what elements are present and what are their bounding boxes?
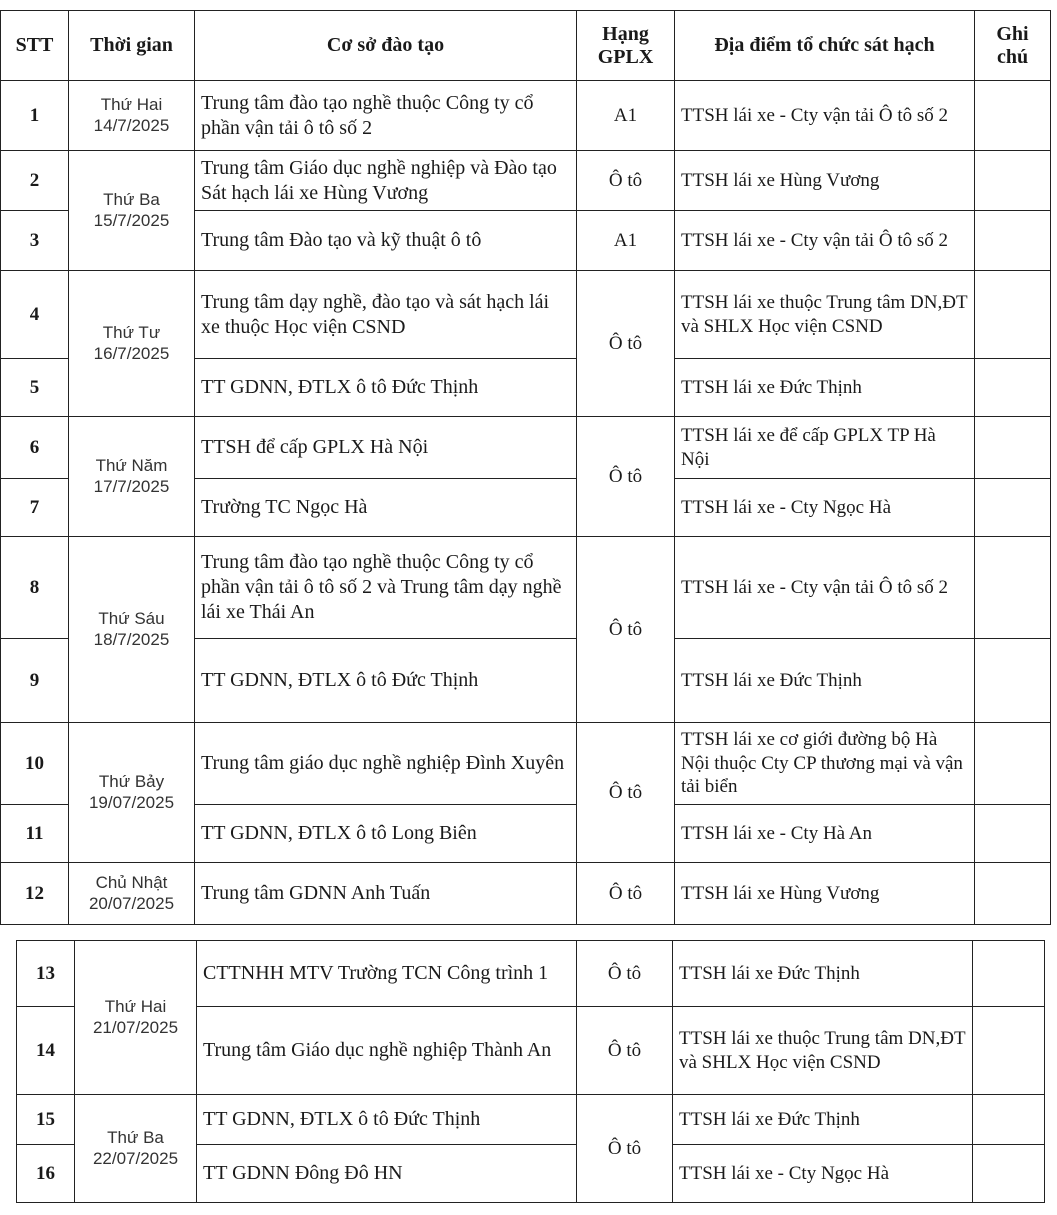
note-cell [975,359,1051,417]
note-cell [975,479,1051,537]
school-cell: Trung tâm Giáo dục nghề nghiệp Thành An [197,1007,577,1095]
time-cell [69,537,195,723]
note-cell [975,211,1051,271]
day-label: Thứ Ba [107,1128,164,1148]
stt-cell: 5 [1,359,69,417]
stt-cell: 10 [1,723,69,805]
location-cell: TTSH lái xe Đức Thịnh [675,359,975,417]
note-cell [973,1145,1045,1203]
header-school: Cơ sở đào tạo [195,11,577,81]
rank-cell: Ô tô [577,723,675,863]
note-cell [975,81,1051,151]
day-label: Thứ Bảy [98,772,165,792]
header-row [1,11,1051,81]
location-cell: TTSH lái xe - Cty vận tải Ô tô số 2 [675,211,975,271]
stt-cell: 15 [17,1095,75,1145]
stt-cell: 7 [1,479,69,537]
school-cell: Trung tâm đào tạo nghề thuộc Công ty cổ phần vận tải ô tô số 2 và Trung tâm dạy nghề lái xe Thái An [195,537,577,639]
note-cell [973,941,1045,1007]
time-cell [75,941,197,1095]
note-cell [973,1007,1045,1095]
date-label: 20/07/2025 [88,893,175,913]
school-cell: Trung tâm Đào tạo và kỹ thuật ô tô [195,211,577,271]
rank-cell: Ô tô [577,1007,673,1095]
header-time: Thời gian [69,11,195,81]
school-cell: Trường TC Ngọc Hà [195,479,577,537]
school-cell: TT GDNN, ĐTLX ô tô Đức Thịnh [195,359,577,417]
schedule-table-continued [16,940,1045,1203]
rank-cell: Ô tô [577,271,675,417]
location-cell: TTSH lái xe Hùng Vương [675,863,975,925]
school-cell: TTSH để cấp GPLX Hà Nội [195,417,577,479]
header-rank: Hạng GPLX [577,11,675,81]
location-cell: TTSH lái xe - Cty Ngọc Hà [675,479,975,537]
day-label: Thứ Hai [104,997,167,1017]
stt-cell: 1 [1,81,69,151]
time-cell [69,81,195,151]
location-cell: TTSH lái xe để cấp GPLX TP Hà Nội [675,417,975,479]
day-label: Thứ Ba [103,190,160,210]
date-label: 14/7/2025 [93,115,170,135]
school-cell: Trung tâm Giáo dục nghề nghiệp và Đào tạo Sát hạch lái xe Hùng Vương [195,151,577,211]
rank-cell: Ô tô [577,417,675,537]
table-row [1,271,1051,359]
schedule-table [0,10,1051,925]
rank-cell: A1 [577,81,675,151]
header-note: Ghi chú [975,11,1051,81]
table-row [1,723,1051,805]
time-cell [69,271,195,417]
table-row [1,863,1051,925]
location-cell: TTSH lái xe thuộc Trung tâm DN,ĐT và SHLX Học viện CSND [675,271,975,359]
location-cell: TTSH lái xe - Cty vận tải Ô tô số 2 [675,537,975,639]
note-cell [975,417,1051,479]
location-cell: TTSH lái xe thuộc Trung tâm DN,ĐT và SHLX Học viện CSND [673,1007,973,1095]
stt-cell: 6 [1,417,69,479]
date-label: 15/7/2025 [93,210,170,230]
date-label: 19/07/2025 [88,792,175,812]
stt-cell: 13 [17,941,75,1007]
stt-cell: 8 [1,537,69,639]
day-label: Thứ Năm [95,456,168,476]
day-label: Chủ Nhật [95,873,168,893]
day-label: Thứ Hai [100,95,163,115]
stt-cell: 12 [1,863,69,925]
note-cell [973,1095,1045,1145]
date-label: 22/07/2025 [92,1148,179,1168]
rank-cell: Ô tô [577,151,675,211]
table-row [17,1095,1045,1145]
date-label: 17/7/2025 [93,476,170,496]
table-row [1,417,1051,479]
note-cell [975,723,1051,805]
note-cell [975,639,1051,723]
stt-cell: 11 [1,805,69,863]
time-cell [75,1095,197,1203]
stt-cell: 9 [1,639,69,723]
rank-cell: Ô tô [577,863,675,925]
table-row [1,81,1051,151]
school-cell: Trung tâm giáo dục nghề nghiệp Đình Xuyên [195,723,577,805]
school-cell: TT GDNN, ĐTLX ô tô Đức Thịnh [197,1095,577,1145]
note-cell [975,863,1051,925]
note-cell [975,271,1051,359]
time-cell [69,863,195,925]
stt-cell: 3 [1,211,69,271]
header-location: Địa điểm tổ chức sát hạch [675,11,975,81]
school-cell: Trung tâm đào tạo nghề thuộc Công ty cổ phần vận tải ô tô số 2 [195,81,577,151]
rank-cell: Ô tô [577,941,673,1007]
time-cell [69,151,195,271]
date-label: 18/7/2025 [93,629,170,649]
location-cell: TTSH lái xe - Cty Ngọc Hà [673,1145,973,1203]
header-stt: STT [1,11,69,81]
note-cell [975,151,1051,211]
note-cell [975,805,1051,863]
school-cell: TT GDNN, ĐTLX ô tô Đức Thịnh [195,639,577,723]
stt-cell: 14 [17,1007,75,1095]
rank-cell: A1 [577,211,675,271]
school-cell: Trung tâm dạy nghề, đào tạo và sát hạch lái xe thuộc Học viện CSND [195,271,577,359]
table-row [1,537,1051,639]
table-row [17,941,1045,1007]
location-cell: TTSH lái xe - Cty Hà An [675,805,975,863]
day-label: Thứ Sáu [98,609,165,629]
stt-cell: 4 [1,271,69,359]
table-row [1,151,1051,211]
date-label: 21/07/2025 [92,1017,179,1037]
school-cell: TT GDNN Đông Đô HN [197,1145,577,1203]
rank-cell: Ô tô [577,1095,673,1203]
school-cell: TT GDNN, ĐTLX ô tô Long Biên [195,805,577,863]
stt-cell: 16 [17,1145,75,1203]
location-cell: TTSH lái xe Đức Thịnh [673,941,973,1007]
stt-cell: 2 [1,151,69,211]
location-cell: TTSH lái xe - Cty vận tải Ô tô số 2 [675,81,975,151]
rank-cell: Ô tô [577,537,675,723]
date-label: 16/7/2025 [93,343,170,363]
school-cell: CTTNHH MTV Trường TCN Công trình 1 [197,941,577,1007]
time-cell [69,417,195,537]
school-cell: Trung tâm GDNN Anh Tuấn [195,863,577,925]
day-label: Thứ Tư [102,323,161,343]
location-cell: TTSH lái xe Đức Thịnh [675,639,975,723]
time-cell [69,723,195,863]
location-cell: TTSH lái xe Đức Thịnh [673,1095,973,1145]
location-cell: TTSH lái xe cơ giới đường bộ Hà Nội thuộc Cty CP thương mại và vận tải biển [675,723,975,805]
note-cell [975,537,1051,639]
location-cell: TTSH lái xe Hùng Vương [675,151,975,211]
